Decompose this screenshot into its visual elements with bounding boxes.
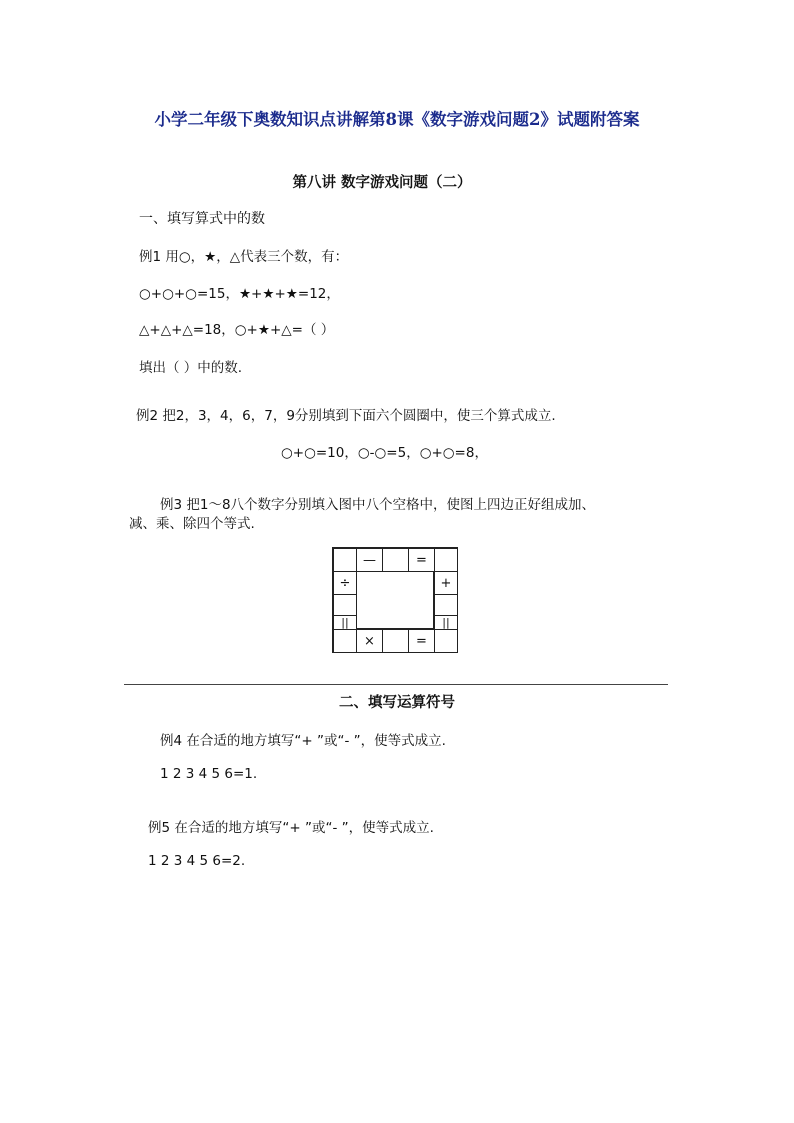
grid-cell-equals: = [408, 629, 435, 653]
example4-line2: 1 2 3 4 5 6=1. [160, 766, 258, 782]
grid-cell-blank[interactable] [434, 594, 458, 616]
grid-cell-equals-vertical: || [333, 615, 357, 630]
example1-line3: △+△+△=18，○+★+△=（ ） [139, 322, 335, 338]
grid-cell-blank[interactable] [333, 594, 357, 616]
example3-line1: 例3 把1～8八个数字分别填入图中八个空格中，使图上四边正好组成加、 [160, 497, 596, 513]
example2-line1: 例2 把2，3，4，6，7，9分别填到下面六个圆圈中，使三个算式成立. [136, 408, 556, 424]
section-divider [124, 684, 668, 685]
example1-line2: ○+○+○=15，★+★+★=12， [139, 286, 340, 302]
grid-cell-blank[interactable] [382, 629, 409, 653]
section1-heading: 一、填写算式中的数 [139, 211, 265, 227]
grid-cell-minus: — [356, 548, 383, 572]
section2-heading: 二、填写运算符号 [339, 694, 455, 711]
grid-cell-plus: + [434, 571, 458, 595]
grid-center-box [356, 571, 434, 629]
grid-cell-blank[interactable] [434, 548, 458, 572]
example2-line2: ○+○=10，○-○=5，○+○=8， [281, 445, 488, 461]
grid-cell-times: × [356, 629, 383, 653]
example5-line1: 例5 在合适的地方填写“+ ”或“- ”，使等式成立. [148, 820, 434, 836]
grid-cell-blank[interactable] [382, 548, 409, 572]
example3-operation-grid [332, 547, 458, 653]
example3-line2: 减、乘、除四个等式. [129, 516, 255, 532]
grid-cell-equals: = [408, 548, 435, 572]
grid-cell-equals-vertical: || [434, 615, 458, 630]
example1-line1: 例1 用○，★，△代表三个数，有： [139, 249, 349, 265]
example4-line1: 例4 在合适的地方填写“+ ”或“- ”，使等式成立. [160, 733, 446, 749]
grid-cell-divide: ÷ [333, 571, 357, 595]
grid-cell-blank[interactable] [333, 548, 357, 572]
grid-cell-blank[interactable] [333, 629, 357, 653]
grid-cell-blank[interactable] [434, 629, 458, 653]
example1-line4: 填出（ ）中的数. [139, 360, 243, 376]
lesson-title: 第八讲 数字游戏问题（二） [292, 174, 472, 191]
example5-line2: 1 2 3 4 5 6=2. [148, 853, 246, 869]
document-title: 小学二年级下奥数知识点讲解第8课《数字游戏问题2》试题附答案 [154, 110, 640, 129]
